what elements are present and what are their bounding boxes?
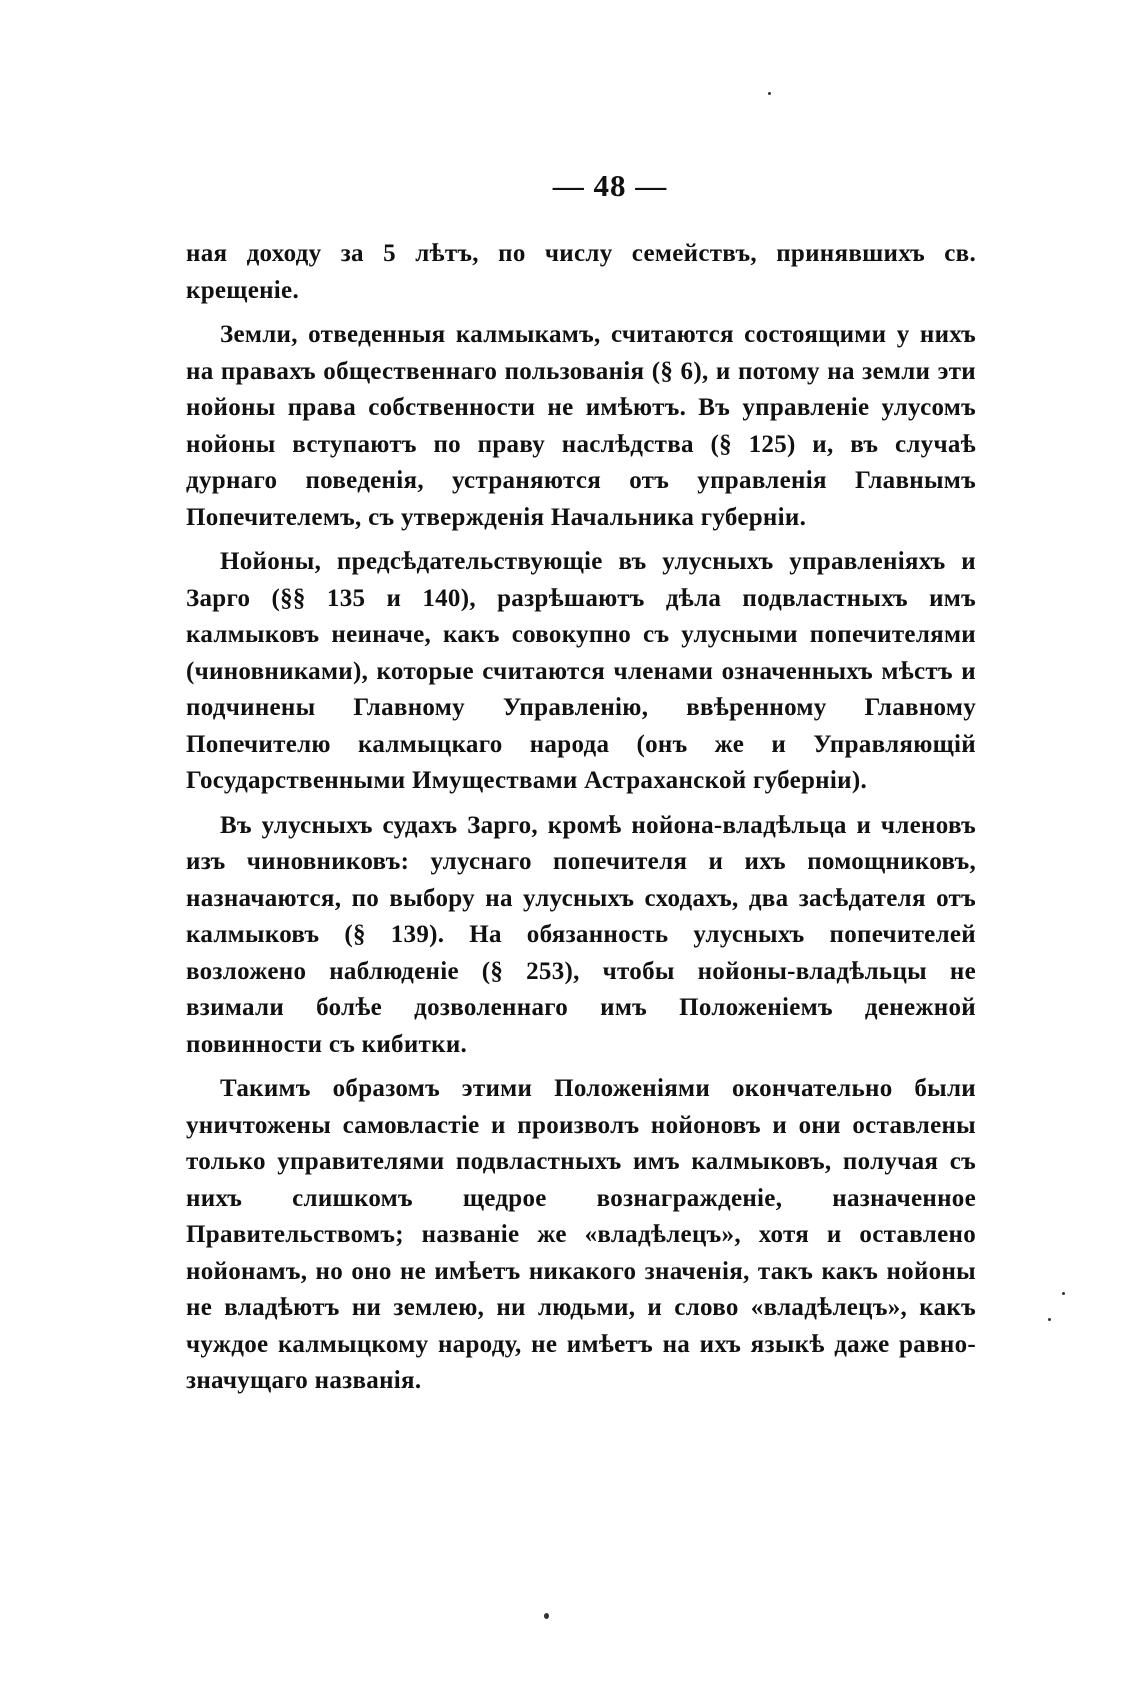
paragraph-3: Нойоны, предсѣдательствующіе въ улусныхъ управленіяхъ и Зарго (§§ 135 и 140), разрѣшаютъ дѣла подвластныхъ имъ калмыковъ неиначе, какъ совокупно съ улусными попечителями (чиновниками), которые считаются членами означенныхъ мѣстъ и подчинены Главному Управленію, ввѣренному Главному Попечителю калмыцкаго народа (онъ же и Управляющій Государственными Имуществами Астраханской губерніи). [186,548,976,794]
paragraph-5: Такимъ образомъ этими Положеніями окончательно были уничтожены самовластіе и произволъ нойоновъ и они оставлены только управителями подвластныхъ имъ калмыковъ, получая съ нихъ слишкомъ щедрое вознагражденіе, назначенное Правительствомъ; названіе же «владѣлецъ», хотя и оставлено нойонамъ, но оно не имѣетъ никакого значенія, такъ какъ нойоны не владѣютъ ни землею, ни людьми, и слово «владѣлецъ», какъ чуждое калмыцкому народу, не имѣетъ на ихъ языкѣ даже равно-значущаго названія. [186,1075,976,1394]
print-speck [1062,1292,1065,1295]
paragraph-2: Земли, отведенныя калмыкамъ, считаются состоящими у нихъ на правахъ общественнаго пользованія (§ 6), и потому на земли эти нойоны права собственности не имѣютъ. Въ управленіе улусомъ нойоны вступаютъ по праву наслѣдства (§ 125) и, въ случаѣ дурнаго поведенія, устраняются отъ управленія Главнымъ Попечителемъ, съ утвержденія Начальника губерніи. [186,321,976,531]
print-speck [768,92,771,95]
print-speck [1048,1318,1051,1321]
paragraph-1: ная доходу за 5 лѣтъ, по числу семействъ, принявшихъ св. крещеніе. [186,240,976,304]
page-number: — 48 — [552,168,668,203]
print-speck [544,1613,549,1619]
paragraph-4: Въ улусныхъ судахъ Зарго, кромѣ нойона-владѣльца и членовъ изъ чиновниковъ: улуснаго попечителя и ихъ помощниковъ, назначаются, по выбору на улусныхъ сходахъ, два засѣдателя отъ калмыковъ (§ 139). На обязанность улусныхъ попечителей возложено наблюденіе (§ 253), чтобы нойоны-владѣльцы не взимали болѣе дозволеннаго имъ Положеніемъ денежной повинности съ кибитки. [186,811,976,1058]
body-text [186,236,976,1408]
